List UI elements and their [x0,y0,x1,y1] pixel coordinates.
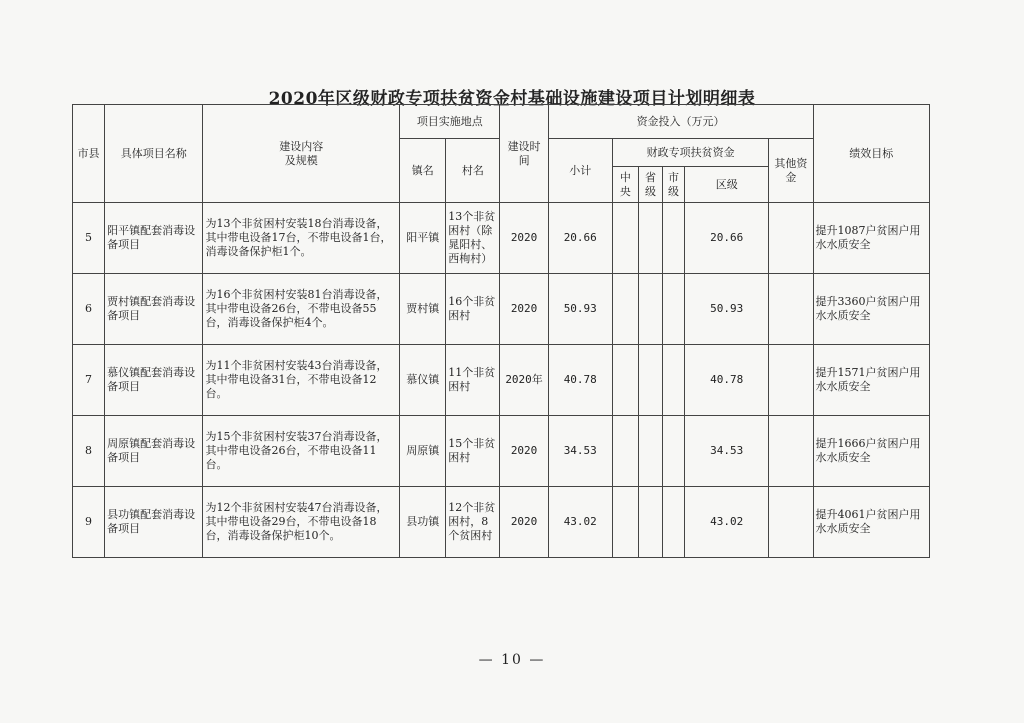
subtotal-value: 50.93 [548,274,612,345]
construction-time: 2020 [500,274,548,345]
construction-time: 2020 [500,487,548,558]
village-name: 16个非贫困村 [446,274,500,345]
construction-content: 为11个非贫困村安装43台消毒设备，其中带电设备31台，不带电设备12台。 [203,345,400,416]
city-value [663,345,685,416]
table-row [73,487,930,558]
table-row [73,203,930,274]
district-value: 40.78 [685,345,769,416]
page-title: 2020年区级财政专项扶贫资金村基础设施建设项目计划明细表 [268,89,756,109]
construction-time: 2020年 [500,345,548,416]
header-central: 中央 [612,167,638,203]
header-investment: 资金投入（万元） [548,105,813,139]
performance-goal: 提升1666户贫困户用水水质安全 [813,416,930,487]
header-project-name: 具体项目名称 [105,105,203,203]
construction-content: 为16个非贫困村安装81台消毒设备，其中带电设备26台，不带电设备55台，消毒设备保护柜4个。 [203,274,400,345]
performance-goal: 提升4061户贫困户用水水质安全 [813,487,930,558]
province-value [638,203,662,274]
town-name: 县功镇 [400,487,446,558]
construction-content: 为12个非贫困村安装47台消毒设备，其中带电设备29台，不带电设备18台，消毒设备保护柜10个。 [203,487,400,558]
construction-content: 为15个非贫困村安装37台消毒设备，其中带电设备26台，不带电设备11台。 [203,416,400,487]
project-name: 贾村镇配套消毒设备项目 [105,274,203,345]
construction-content: 为13个非贫困村安装18台消毒设备，其中带电设备17台，不带电设备1台，消毒设备保护柜1个。 [203,203,400,274]
project-table [72,104,930,558]
central-value [612,274,638,345]
central-value [612,416,638,487]
header-goal: 绩效目标 [813,105,930,203]
town-name: 慕仪镇 [400,345,446,416]
province-value [638,345,662,416]
project-name: 周原镇配套消毒设备项目 [105,416,203,487]
province-value [638,487,662,558]
district-value: 43.02 [685,487,769,558]
village-name: 12个非贫困村，8个贫困村 [446,487,500,558]
construction-time: 2020 [500,416,548,487]
construction-time: 2020 [500,203,548,274]
village-name: 13个非贫困村（除晁阳村、西栒村） [446,203,500,274]
subtotal-value: 43.02 [548,487,612,558]
other-value [769,487,813,558]
row-number: 5 [73,203,105,274]
city-value [663,203,685,274]
table-row [73,274,930,345]
header-time: 建设时间 [500,105,548,203]
header-city: 市级 [663,167,685,203]
project-name: 阳平镇配套消毒设备项目 [105,203,203,274]
district-value: 20.66 [685,203,769,274]
row-number: 6 [73,274,105,345]
town-name: 周原镇 [400,416,446,487]
village-name: 11个非贫困村 [446,345,500,416]
row-number: 9 [73,487,105,558]
central-value [612,203,638,274]
row-number: 7 [73,345,105,416]
province-value [638,416,662,487]
town-name: 贾村镇 [400,274,446,345]
central-value [612,487,638,558]
other-value [769,203,813,274]
performance-goal: 提升3360户贫困户用水水质安全 [813,274,930,345]
performance-goal: 提升1087户贫困户用水水质安全 [813,203,930,274]
table-row [73,345,930,416]
header-location: 项目实施地点 [400,105,500,139]
district-value: 34.53 [685,416,769,487]
header-subtotal: 小计 [548,139,612,203]
performance-goal: 提升1571户贫困户用水水质安全 [813,345,930,416]
city-value [663,274,685,345]
other-value [769,274,813,345]
row-number: 8 [73,416,105,487]
subtotal-value: 34.53 [548,416,612,487]
header-province: 省级 [638,167,662,203]
central-value [612,345,638,416]
header-content: 建设内容 及规模 [203,105,400,203]
city-value [663,416,685,487]
subtotal-value: 40.78 [548,345,612,416]
page-number: — 10 — [478,652,546,668]
city-value [663,487,685,558]
header-town: 镇名 [400,139,446,203]
village-name: 15个非贫困村 [446,416,500,487]
town-name: 阳平镇 [400,203,446,274]
project-name: 慕仪镇配套消毒设备项目 [105,345,203,416]
other-value [769,416,813,487]
header-other: 其他资金 [769,139,813,203]
header-village: 村名 [446,139,500,203]
district-value: 50.93 [685,274,769,345]
header-county: 市县 [73,105,105,203]
header-special-fund: 财政专项扶贫资金 [612,139,769,167]
header-district: 区级 [685,167,769,203]
project-name: 县功镇配套消毒设备项目 [105,487,203,558]
province-value [638,274,662,345]
subtotal-value: 20.66 [548,203,612,274]
table-row [73,416,930,487]
other-value [769,345,813,416]
